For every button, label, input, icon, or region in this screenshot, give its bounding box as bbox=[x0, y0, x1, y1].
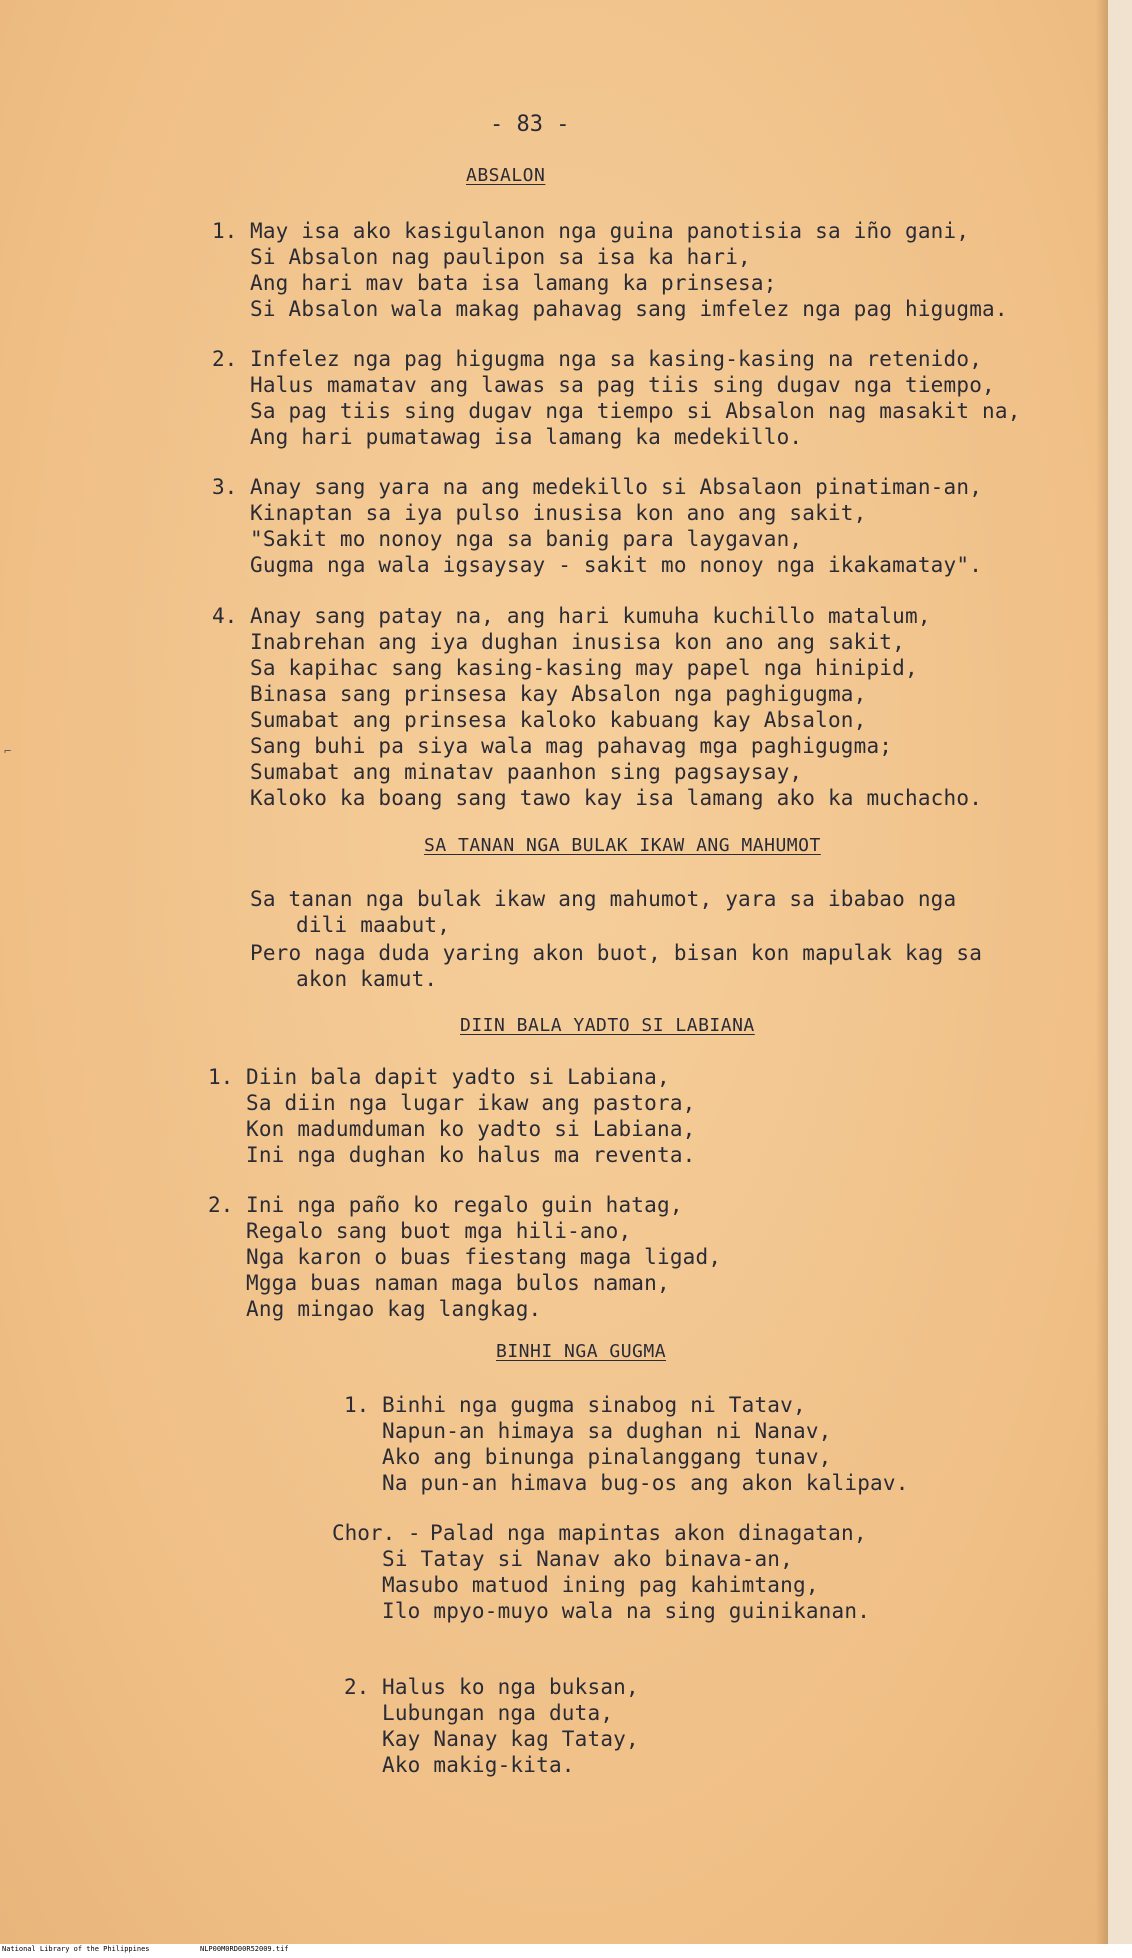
verse-line: Ilo mpyo-muyo wala na sing guinikanan. bbox=[382, 1599, 871, 1623]
title-absalon: ABSALON bbox=[466, 165, 546, 186]
verse-line: Ako ang binunga pinalanggang tunav, bbox=[382, 1445, 832, 1469]
verse-line: Si Absalon nag paulipon sa isa ka hari, bbox=[250, 245, 751, 269]
verse-line: Sumabat ang prinsesa kaloko kabuang kay Absalon, bbox=[250, 708, 867, 732]
verse-line: Sa tanan nga bulak ikaw ang mahumot, yara sa ibabao nga bbox=[250, 887, 957, 911]
verse-line: Regalo sang buot mga hili-ano, bbox=[246, 1219, 632, 1243]
verse-number: 2. bbox=[208, 1193, 234, 1217]
verse-line: Ako makig-kita. bbox=[382, 1753, 575, 1777]
verse-number: 2. bbox=[344, 1675, 370, 1699]
verse-line: Sa kapihac sang kasing-kasing may papel nga hinipid, bbox=[250, 656, 918, 680]
verse-line: Anay sang patay na, ang hari kumuha kuchillo matalum, bbox=[250, 604, 931, 628]
page-edge-shadow bbox=[1096, 0, 1108, 1958]
verse-line: Ang mingao kag langkag. bbox=[246, 1297, 542, 1321]
verse-line: Na pun-an himava bug-os ang akon kalipav. bbox=[382, 1471, 909, 1495]
footer-filename: NLP00M0RD00R52009.tif bbox=[200, 1945, 289, 1953]
title-binhi: BINHI NGA GUGMA bbox=[496, 1341, 667, 1362]
verse-line: akon kamut. bbox=[296, 967, 438, 991]
verse-line: Ang hari pumatawag isa lamang ka medekillo. bbox=[250, 425, 803, 449]
verse-line: Sang buhi pa siya wala mag pahavag mga paghigugma; bbox=[250, 734, 893, 758]
verse-number: 4. bbox=[212, 604, 238, 628]
verse-line: Infelez nga pag higugma nga sa kasing-kasing na retenido, bbox=[250, 347, 983, 371]
verse-line: Kinaptan sa iya pulso inusisa kon ano ang sakit, bbox=[250, 501, 867, 525]
verse-line: Sa pag tiis sing dugav nga tiempo si Absalon nag masakit na, bbox=[250, 399, 1021, 423]
verse-number: 1. bbox=[208, 1065, 234, 1089]
verse-line: Pero naga duda yaring akon buot, bisan kon mapulak kag sa bbox=[250, 941, 983, 965]
title-sa-tanan: SA TANAN NGA BULAK IKAW ANG MAHUMOT bbox=[424, 835, 821, 856]
margin-mark: ⌐ bbox=[4, 744, 12, 758]
verse-line: dili maabut, bbox=[296, 913, 451, 937]
verse-line: Gugma nga wala igsaysay - sakit mo nonoy nga ikakamatay". bbox=[250, 553, 983, 577]
verse-line: Ang hari mav bata isa lamang ka prinsesa; bbox=[250, 271, 777, 295]
verse-line: Si Absalon wala makag pahavag sang imfelez nga pag higugma. bbox=[250, 297, 1008, 321]
page-number: - 83 - bbox=[490, 112, 570, 137]
title-diin-bala: DIIN BALA YADTO SI LABIANA bbox=[460, 1015, 755, 1036]
verse-line: Masubo matuod ining pag kahimtang, bbox=[382, 1573, 819, 1597]
footer-library-label: National Library of the Philippines bbox=[2, 1945, 150, 1953]
chorus-label: Chor. - bbox=[332, 1521, 421, 1545]
verse-line: Halus mamatav ang lawas sa pag tiis sing dugav nga tiempo, bbox=[250, 373, 995, 397]
verse-line: Nga karon o buas fiestang maga ligad, bbox=[246, 1245, 722, 1269]
verse-line: Palad nga mapintas akon dinagatan, bbox=[430, 1521, 867, 1545]
verse-line: Anay sang yara na ang medekillo si Absalaon pinatiman-an, bbox=[250, 475, 983, 499]
verse-line: "Sakit mo nonoy nga sa banig para laygavan, bbox=[250, 527, 803, 551]
verse-line: Sa diin nga lugar ikaw ang pastora, bbox=[246, 1091, 696, 1115]
verse-line: Mgga buas naman maga bulos naman, bbox=[246, 1271, 670, 1295]
verse-line: Diin bala dapit yadto si Labiana, bbox=[246, 1065, 670, 1089]
verse-line: May isa ako kasigulanon nga guina panotisia sa iño gani, bbox=[250, 219, 970, 243]
verse-number: 3. bbox=[212, 475, 238, 499]
verse-line: Lubungan nga duta, bbox=[382, 1701, 614, 1725]
footer-strip bbox=[0, 1944, 1132, 1958]
page-edge bbox=[1108, 0, 1132, 1958]
verse-line: Si Tatay si Nanav ako binava-an, bbox=[382, 1547, 793, 1571]
verse-line: Inabrehan ang iya dughan inusisa kon ano ang sakit, bbox=[250, 630, 905, 654]
verse-line: Sumabat ang minatav paanhon sing pagsaysay, bbox=[250, 760, 803, 784]
verse-line: Halus ko nga buksan, bbox=[382, 1675, 639, 1699]
verse-line: Napun-an himaya sa dughan ni Nanav, bbox=[382, 1419, 832, 1443]
verse-line: Binhi nga gugma sinabog ni Tatav, bbox=[382, 1393, 806, 1417]
verse-number: 1. bbox=[212, 219, 238, 243]
verse-line: Ini nga dughan ko halus ma reventa. bbox=[246, 1143, 696, 1167]
verse-line: Kon madumduman ko yadto si Labiana, bbox=[246, 1117, 696, 1141]
verse-line: Binasa sang prinsesa kay Absalon nga paghigugma, bbox=[250, 682, 867, 706]
verse-number: 2. bbox=[212, 347, 238, 371]
verse-line: Kaloko ka boang sang tawo kay isa lamang ako ka muchacho. bbox=[250, 786, 983, 810]
verse-line: Kay Nanay kag Tatay, bbox=[382, 1727, 639, 1751]
verse-line: Ini nga paño ko regalo guin hatag, bbox=[246, 1193, 683, 1217]
verse-number: 1. bbox=[344, 1393, 370, 1417]
